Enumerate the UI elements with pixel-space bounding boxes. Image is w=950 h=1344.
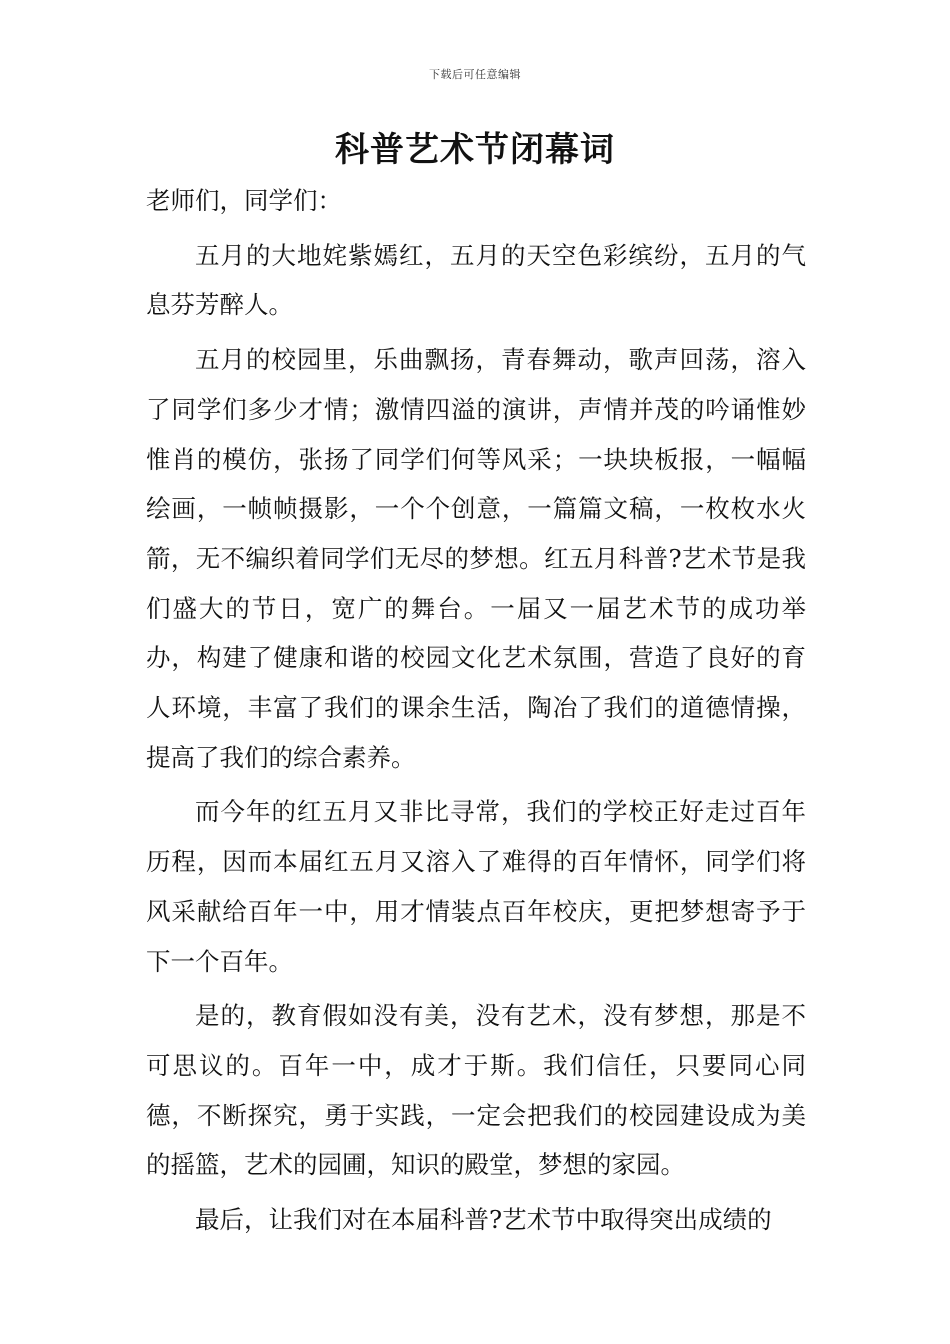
paragraph-3: 而今年的红五月又非比寻常，我们的学校正好走过百年历程，因而本届红五月又溶入了难得的百年情怀，同学们将风采献给百年一中，用才情装点百年校庆，更把梦想寄予于下一个百年。 bbox=[146, 797, 806, 976]
header-note: 下载后可任意编辑 bbox=[429, 68, 521, 81]
salutation: 老师们，同学们： bbox=[146, 186, 342, 215]
paragraph-5: 最后，让我们对在本届科普?艺术节中取得突出成绩的 bbox=[195, 1205, 772, 1235]
paragraph-4: 是的，教育假如没有美，没有艺术，没有梦想，那是不可思议的。百年一中，成才于斯。我们信任，只要同心同德，不断探究，勇于实践，一定会把我们的校园建设成为美的摇篮，艺术的园圃，知识的殿堂，梦想的家园。 bbox=[146, 1001, 806, 1180]
document-title: 科普艺术节闭幕词 bbox=[335, 130, 615, 170]
paragraph-2: 五月的校园里，乐曲飘扬，青春舞动，歌声回荡，溶入了同学们多少才情；激情四溢的演讲，声情并茂的吟诵惟妙惟肖的模仿，张扬了同学们何等风采；一块块板报，一幅幅绘画，一帧帧摄影，一个个创意，一篇篇文稿，一枚枚水火箭，无不编织着同学们无尽的梦想。红五月科普?艺术节是我们盛大的节日，宽广的舞台。一届又一届艺术节的成功举办，构建了健康和谐的校园文化艺术氛围，营造了良好的育人环境，丰富了我们的课余生活，陶冶了我们的道德情操，提高了我们的综合素养。 bbox=[146, 345, 806, 772]
paragraph-1: 五月的大地姹紫嫣红，五月的天空色彩缤纷，五月的气息芬芳醉人。 bbox=[146, 240, 806, 320]
document-body bbox=[146, 176, 806, 1245]
